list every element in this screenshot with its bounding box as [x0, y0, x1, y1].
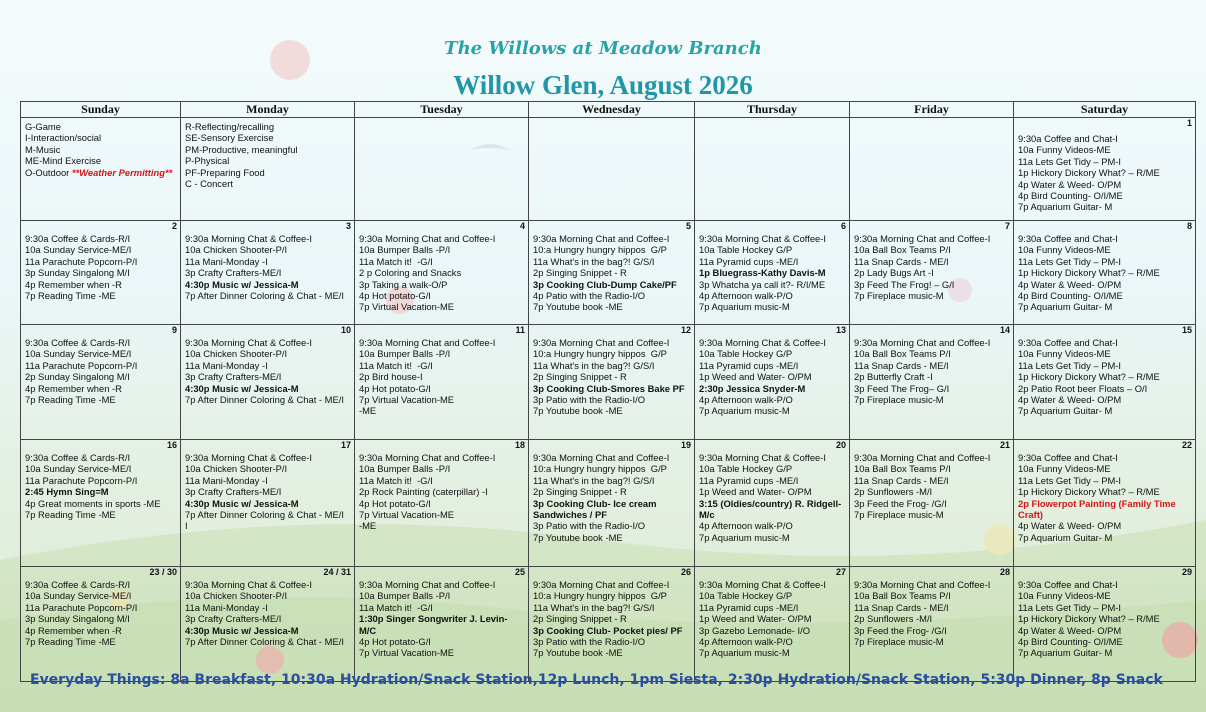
activity-item: 9:30a Morning Chat & Coffee-I: [185, 579, 312, 590]
day-cell: [21, 221, 181, 325]
activity-item: 7p Virtual Vacation-ME: [359, 301, 455, 313]
day-cell: [1014, 118, 1196, 221]
activity-item: 10a Chicken Shooter-P/I: [185, 244, 288, 256]
activity-item: 10a Table Hockey G/P: [699, 244, 793, 256]
activity-item: 4p Hot potato-G/I: [359, 497, 431, 509]
day-number: 19: [680, 440, 691, 450]
activity-item: 9:30a Morning Chat & Coffee-I: [699, 579, 826, 590]
activity-item: 2p Patio Root beer Floats – O/I: [1018, 382, 1148, 394]
activity-item: 7p Reading Time -ME: [25, 394, 116, 406]
activity-item: 7p Aquarium Guitar- M: [1018, 201, 1113, 213]
day-cell: [529, 221, 695, 325]
activity-item: 11a What's in the bag?! G/S/I: [533, 255, 655, 267]
activity-item: 3p Sunday Singalong M/I: [25, 267, 130, 279]
activity-item: 11a Lets Get Tidy – PM-I: [1018, 155, 1121, 167]
activity-item: 3p Crafty Crafters-ME/I: [185, 267, 282, 279]
activity-item: 10a Funny Videos-ME: [1018, 590, 1111, 602]
activity-item: 7p Fireplace music-M: [854, 290, 944, 302]
activity-item: 4p Water & Weed- O/PM: [1018, 178, 1122, 190]
activity-item: 3p Patio with the Radio-I/O: [533, 520, 646, 532]
activity-item: 10a Bumper Balls -P/I: [359, 244, 451, 256]
activity-item: 3p Whatcha ya call it?- R/I/ME: [699, 278, 826, 290]
activity-item: -ME: [359, 405, 377, 417]
activity-item: 9:30a Morning Chat and Coffee-I: [854, 337, 991, 348]
activity-item: 3p Crafty Crafters-ME/I: [185, 371, 282, 383]
activity-item: 10a Funny Videos-ME: [1018, 348, 1111, 360]
empty-day-cell: [695, 118, 850, 221]
day-number: 4: [519, 221, 525, 231]
activity-item: 9:30a Coffee & Cards-R/I: [25, 233, 131, 244]
activity-item: 7p After Dinner Coloring & Chat - ME/I: [185, 394, 344, 406]
day-cell: [850, 325, 1014, 440]
day-cell: [529, 567, 695, 682]
day-cell: [529, 440, 695, 567]
day-number: 13: [835, 325, 846, 335]
activity-item: 7p Youtube book -ME: [533, 647, 623, 659]
day-number: 1: [1186, 118, 1192, 128]
activity-item: 1p Hickory Dickory What? – R/ME: [1018, 371, 1160, 383]
week-row: [21, 221, 1196, 325]
activity-item: 1p Bluegrass-Kathy Davis-M: [699, 267, 826, 279]
activity-item: 10a Bumper Balls -P/I: [359, 348, 451, 360]
activity-item: 2p Rock Painting (caterpillar) -I: [359, 486, 488, 498]
activity-item: 3p Taking a walk-O/P: [359, 278, 448, 290]
activity-item: 4p Bird Counting- O/I/ME: [1018, 636, 1123, 648]
activity-item: 11a Match it! -G/I: [359, 601, 433, 613]
activity-item: 4p Remember when -R: [25, 624, 122, 636]
activity-item: 10:a Hungry hungry hippos G/P: [533, 463, 667, 475]
legend-item: M-Music: [25, 143, 61, 155]
day-number: 16: [166, 440, 177, 450]
activity-item: 11a Match it! -G/I: [359, 255, 433, 267]
day-number: 11: [515, 325, 525, 335]
legend-cell: [21, 118, 181, 221]
day-number: 29: [1181, 567, 1192, 577]
activity-item: 9:30a Coffee and Chat-I: [1018, 452, 1118, 463]
day-cell: [850, 440, 1014, 567]
activity-item: 4p Hot potato-G/I: [359, 290, 431, 302]
legend-item: [25, 167, 177, 178]
activity-item: 9:30a Morning Chat & Coffee-I: [699, 233, 826, 244]
activity-item: 3p Patio with the Radio-I/O: [533, 636, 646, 648]
day-cell: [695, 567, 850, 682]
day-number: 2: [171, 221, 177, 231]
activity-item: 4:30p Music w/ Jessica-M: [185, 382, 299, 394]
activity-item: 7p Aquarium Guitar- M: [1018, 301, 1113, 313]
day-cell: [181, 221, 355, 325]
activity-item: 9:30a Morning Chat & Coffee-I: [185, 337, 312, 348]
activity-item: 4p Remember when -R: [25, 278, 122, 290]
activity-item: 9:30a Morning Chat and Coffee-I: [533, 579, 670, 590]
activity-item: 11a Parachute Popcorn-P/I: [25, 255, 138, 267]
page-title: Willow Glen, August 2026: [453, 70, 753, 100]
empty-day-cell: [529, 118, 695, 221]
activity-item: 2 p Coloring and Snacks: [359, 267, 462, 279]
day-number: 14: [999, 325, 1010, 335]
activity-item: 10a Sunday Service-ME/I: [25, 590, 132, 602]
activity-item: 10a Sunday Service-ME/I: [25, 348, 132, 360]
activity-item: 9:30a Morning Chat and Coffee-I: [533, 337, 670, 348]
activity-item: 3p Feed the Frog- /G/I: [854, 497, 947, 509]
activity-item: 7p Fireplace music-M: [854, 636, 944, 648]
week-row: [21, 325, 1196, 440]
activity-item: 9:30a Morning Chat and Coffee-I: [854, 579, 991, 590]
activity-item: 7p After Dinner Coloring & Chat - ME/I: [185, 636, 344, 648]
activity-item: 9:30a Morning Chat & Coffee-I: [699, 337, 826, 348]
activity-item: 3p Crafty Crafters-ME/I: [185, 613, 282, 625]
day-cell: [695, 440, 850, 567]
activity-item: 7p Virtual Vacation-ME: [359, 394, 455, 406]
activity-item: 10a Table Hockey G/P: [699, 348, 793, 360]
day-cell: [1014, 221, 1196, 325]
weekday-header-row: [21, 102, 1196, 118]
empty-day-cell: [850, 118, 1014, 221]
activity-item: 4p Bird Counting- O/I/ME: [1018, 190, 1123, 202]
activity-item: I: [185, 520, 188, 532]
day-cell: [21, 325, 181, 440]
activity-item: 4p Afternoon walk-P/O: [699, 394, 793, 406]
activity-item: 11a Snap Cards - ME/I: [854, 255, 949, 267]
activity-item: 2p Bird house-I: [359, 371, 423, 383]
activity-item: 10a Ball Box Teams P/I: [854, 590, 951, 602]
activity-item: 1p Hickory Dickory What? – R/ME: [1018, 167, 1160, 179]
activity-item: 10a Bumper Balls -P/I: [359, 590, 451, 602]
activity-item: 4p Water & Weed- O/PM: [1018, 624, 1122, 636]
activity-item: 10a Table Hockey G/P: [699, 463, 793, 475]
activity-item: 10a Funny Videos-ME: [1018, 244, 1111, 256]
day-number: 23 / 30: [149, 567, 177, 577]
activity-item: 11a Match it! -G/I: [359, 359, 433, 371]
day-cell: [181, 440, 355, 567]
day-cell: [181, 567, 355, 682]
day-cell: [695, 221, 850, 325]
activity-item: 3p Feed The Frog– G/I: [854, 382, 950, 394]
day-number: 15: [1181, 325, 1192, 335]
week-row: [21, 567, 1196, 682]
activity-item: 11a What's in the bag?! G/S/I: [533, 359, 655, 371]
activity-item: 2p Lady Bugs Art -I: [854, 267, 934, 279]
activity-item: 9:30a Morning Chat and Coffee-I: [533, 452, 670, 463]
day-cell: [181, 325, 355, 440]
legend-outdoor: O-Outdoor: [25, 166, 72, 178]
weekday-header: Saturday: [1014, 102, 1196, 118]
day-cell: [355, 325, 529, 440]
activity-item: 7p Aquarium music-M: [699, 531, 790, 543]
day-number: 10: [340, 325, 351, 335]
activity-item: 11a Lets Get Tidy – PM-I: [1018, 474, 1121, 486]
weather-note: **Weather Permitting**: [71, 166, 173, 178]
activity-item: 3p Cooking Club-Smores Bake PF: [533, 382, 685, 394]
activity-item: 7p Fireplace music-M: [854, 509, 944, 521]
week-row: [21, 118, 1196, 221]
activity-item: 11a Mani-Monday -I: [185, 255, 268, 267]
activity-item: 9:30a Morning Chat & Coffee-I: [699, 452, 826, 463]
activity-item: 10:a Hungry hungry hippos G/P: [533, 590, 667, 602]
weekday-header: Monday: [181, 102, 355, 118]
activity-item: 1p Hickory Dickory What? – R/ME: [1018, 486, 1160, 498]
day-number: 6: [840, 221, 846, 231]
day-number: 5: [685, 221, 691, 231]
activity-item: 7p Aquarium music-M: [699, 647, 790, 659]
activity-item: 9:30a Coffee & Cards-R/I: [25, 452, 131, 463]
activity-item: -ME: [359, 520, 377, 532]
activity-item: 2p Singing Snippet - R: [533, 371, 627, 383]
day-cell: [1014, 325, 1196, 440]
activity-item: 4p Water & Weed- O/PM: [1018, 394, 1122, 406]
day-number: 25: [514, 567, 525, 577]
activity-item: 10a Chicken Shooter-P/I: [185, 463, 288, 475]
activity-item: 9:30a Morning Chat & Coffee-I: [185, 233, 312, 244]
activity-item: 10a Funny Videos-ME: [1018, 463, 1111, 475]
brand-logo: The Willows at Meadow Branch: [444, 38, 762, 59]
activity-item: 11a Lets Get Tidy – PM-I: [1018, 255, 1121, 267]
day-cell: [850, 567, 1014, 682]
legend-item: R-Reflecting/recalling: [185, 121, 275, 132]
day-number: 3: [345, 221, 351, 231]
activity-item: 2:30p Jessica Snyder-M: [699, 382, 806, 394]
activity-item: 1:30p Singer Songwriter J. Levin- M/C: [359, 613, 511, 636]
calendar-grid: [20, 101, 1196, 682]
activity-item: 1p Weed and Water- O/PM: [699, 486, 812, 498]
activity-item: 4p Hot potato-G/I: [359, 382, 431, 394]
week-row: [21, 440, 1196, 567]
activity-item: 7p After Dinner Coloring & Chat - ME/I: [185, 290, 344, 302]
day-cell: [355, 440, 529, 567]
empty-day-cell: [355, 118, 529, 221]
activity-item: 10:a Hungry hungry hippos G/P: [533, 244, 667, 256]
day-number: 7: [1004, 221, 1010, 231]
activity-item: 9:30a Coffee & Cards-R/I: [25, 337, 131, 348]
activity-item: 7p Fireplace music-M: [854, 394, 944, 406]
activity-item: 4p Remember when -R: [25, 382, 122, 394]
legend-item: SE-Sensory Exercise: [185, 132, 274, 144]
activity-item: 2p Singing Snippet - R: [533, 486, 627, 498]
legend-item: I-Interaction/social: [25, 132, 102, 144]
activity-item: 7p Youtube book -ME: [533, 405, 623, 417]
activity-item: 9:30a Coffee and Chat-I: [1018, 133, 1118, 144]
activity-item: 7p Youtube book -ME: [533, 301, 623, 313]
activity-item: 9:30a Coffee & Cards-R/I: [25, 579, 131, 590]
activity-item: 4p Great moments in sports -ME: [25, 497, 161, 509]
activity-item: 4p Afternoon walk-P/O: [699, 520, 793, 532]
legend-item: C - Concert: [185, 178, 233, 190]
weekday-header: Wednesday: [529, 102, 695, 118]
activity-item: 9:30a Morning Chat and Coffee-I: [854, 452, 991, 463]
day-cell: [695, 325, 850, 440]
legend-item: PF-Preparing Food: [185, 166, 265, 178]
activity-item: 3p Sunday Singalong M/I: [25, 613, 130, 625]
activity-item: 4p Patio with the Radio-I/O: [533, 290, 646, 302]
activity-item: 11a Pyramid cups -ME/I: [699, 255, 799, 267]
activity-item: 3p Feed The Frog! – G/I: [854, 278, 955, 290]
activity-item: 9:30a Morning Chat and Coffee-I: [359, 579, 496, 590]
activity-item: 2p Singing Snippet - R: [533, 613, 627, 625]
activity-item: 10a Ball Box Teams P/I: [854, 348, 951, 360]
activity-item: 11a Lets Get Tidy – PM-I: [1018, 359, 1121, 371]
activity-item: 9:30a Morning Chat and Coffee-I: [359, 452, 496, 463]
activity-item: 9:30a Morning Chat and Coffee-I: [533, 233, 670, 244]
activity-item: 7p Aquarium Guitar- M: [1018, 405, 1113, 417]
activity-item: 3p Gazebo Lemonade- I/O: [699, 624, 811, 636]
activity-item: 10a Ball Box Teams P/I: [854, 244, 951, 256]
activity-item: 3p Feed the Frog- /G/I: [854, 624, 947, 636]
legend-cell: [181, 118, 355, 221]
day-cell: [850, 221, 1014, 325]
day-number: 27: [835, 567, 846, 577]
legend-item: G-Game: [25, 121, 61, 132]
day-number: 18: [514, 440, 525, 450]
activity-item: 3p Cooking Club-Dump Cake/PF: [533, 278, 677, 290]
activity-item: 11a Snap Cards - ME/I: [854, 474, 949, 486]
activity-item: 10a Sunday Service-ME/I: [25, 463, 132, 475]
activity-item: 3p Cooking Club- Ice cream Sandwiches / PF: [533, 497, 660, 521]
activity-item: 7p Aquarium Guitar- M: [1018, 647, 1113, 659]
activity-item: 3p Cooking Club- Pocket pies/ PF: [533, 624, 683, 636]
activity-item: 4:30p Music w/ Jessica-M: [185, 624, 299, 636]
activity-item: 2p Sunday Singalong M/I: [25, 371, 130, 383]
activity-item: 11a What's in the bag?! G/S/I: [533, 601, 655, 613]
activity-item: 7p Virtual Vacation-ME: [359, 647, 455, 659]
activity-item: 10a Table Hockey G/P: [699, 590, 793, 602]
activity-item: 7p Reading Time -ME: [25, 636, 116, 648]
legend-item: P-Physical: [185, 155, 230, 167]
activity-item: 11a Parachute Popcorn-P/I: [25, 601, 138, 613]
day-number: 26: [680, 567, 691, 577]
activity-item: 3p Crafty Crafters-ME/I: [185, 486, 282, 498]
weekday-header: Friday: [850, 102, 1014, 118]
day-number: 22: [1181, 440, 1192, 450]
activity-item: 7p Reading Time -ME: [25, 509, 116, 521]
activity-item: 10a Bumper Balls -P/I: [359, 463, 451, 475]
activity-item: 3p Patio with the Radio-I/O: [533, 394, 646, 406]
activity-item: 4:30p Music w/ Jessica-M: [185, 278, 299, 290]
activity-item: 11a Match it! -G/I: [359, 474, 433, 486]
activity-item: 9:30a Morning Chat & Coffee-I: [185, 452, 312, 463]
activity-item: 11a Pyramid cups -ME/I: [699, 474, 799, 486]
activity-item: 1p Weed and Water- O/PM: [699, 371, 812, 383]
activity-item: 10a Sunday Service-ME/I: [25, 244, 132, 256]
everyday-things-footer: Everyday Things: 8a Breakfast, 10:30a Hydration/Snack Station,12p Lunch, 1pm Siesta, 2:30p Hydration/Snack Station, 5:30p Dinner, 8p Snack: [30, 672, 1163, 688]
day-cell: [355, 567, 529, 682]
day-number: 20: [835, 440, 846, 450]
day-cell: [21, 567, 181, 682]
activity-item: 9:30a Coffee and Chat-I: [1018, 337, 1118, 348]
activity-item: 2p Sunflowers -M/I: [854, 613, 933, 625]
day-cell: [1014, 440, 1196, 567]
legend-item: ME-Mind Exercise: [25, 155, 102, 167]
activity-item: 11a What's in the bag?! G/S/I: [533, 474, 655, 486]
activity-item: 11a Mani-Monday -I: [185, 359, 268, 371]
activity-item: 1p Weed and Water- O/PM: [699, 613, 812, 625]
activity-item: 9:30a Morning Chat and Coffee-I: [359, 233, 496, 244]
day-cell: [1014, 567, 1196, 682]
activity-item: 11a Snap Cards - ME/I: [854, 601, 949, 613]
activity-item: 2p Sunflowers -M/I: [854, 486, 933, 498]
activity-item: 11a Parachute Popcorn-P/I: [25, 474, 138, 486]
weekday-header: Tuesday: [355, 102, 529, 118]
activity-item: 11a Parachute Popcorn-P/I: [25, 359, 138, 371]
day-number: 24 / 31: [323, 567, 351, 577]
activity-item: 4p Bird Counting- O/I/ME: [1018, 290, 1123, 302]
day-number: 8: [1186, 221, 1192, 231]
day-cell: [21, 440, 181, 567]
activity-item: 7p After Dinner Coloring & Chat - ME/I: [185, 509, 344, 521]
activity-item: 1p Hickory Dickory What? – R/ME: [1018, 613, 1160, 625]
activity-item: 4p Afternoon walk-P/O: [699, 636, 793, 648]
day-cell: [355, 221, 529, 325]
activity-item: 10a Funny Videos-ME: [1018, 144, 1111, 156]
activity-item: 11a Mani-Monday -I: [185, 601, 268, 613]
legend-item: PM-Productive, meaningful: [185, 143, 298, 155]
activity-item: 7p Reading Time -ME: [25, 290, 116, 302]
activity-item: 10a Chicken Shooter-P/I: [185, 590, 288, 602]
activity-item: 9:30a Morning Chat and Coffee-I: [854, 233, 991, 244]
activity-item: 9:30a Morning Chat and Coffee-I: [359, 337, 496, 348]
activity-item: 10a Chicken Shooter-P/I: [185, 348, 288, 360]
activity-item: 4:30p Music w/ Jessica-M: [185, 497, 299, 509]
activity-item: 7p Aquarium music-M: [699, 405, 790, 417]
activity-item: 11a Pyramid cups -ME/I: [699, 359, 799, 371]
activity-item: 10a Ball Box Teams P/I: [854, 463, 951, 475]
activity-item: 7p Aquarium music-M: [699, 301, 790, 313]
day-number: 21: [999, 440, 1010, 450]
day-cell: [529, 325, 695, 440]
activity-item: 4p Afternoon walk-P/O: [699, 290, 793, 302]
activity-item: 7p Virtual Vacation-ME: [359, 509, 455, 521]
day-number: 9: [171, 325, 177, 335]
activity-item: 1p Hickory Dickory What? – R/ME: [1018, 267, 1160, 279]
activity-item: 7p Youtube book -ME: [533, 531, 623, 543]
activity-item: 2:45 Hymn Sing=M: [25, 486, 109, 498]
activity-item: 9:30a Coffee and Chat-I: [1018, 233, 1118, 244]
weekday-header: Thursday: [695, 102, 850, 118]
activity-item: 9:30a Coffee and Chat-I: [1018, 579, 1118, 590]
activity-item: 2p Flowerpot Painting (Family Time Craft): [1018, 497, 1179, 521]
activity-item: 11a Mani-Monday -I: [185, 474, 268, 486]
activity-item: 4p Water & Weed- O/PM: [1018, 520, 1122, 532]
day-number: 28: [999, 567, 1010, 577]
activity-item: 7p Aquarium Guitar- M: [1018, 531, 1113, 543]
activity-item: 4p Water & Weed- O/PM: [1018, 278, 1122, 290]
activity-item: 2p Butterfly Craft -I: [854, 371, 933, 383]
activity-item: 11a Pyramid cups -ME/I: [699, 601, 799, 613]
day-number: 12: [680, 325, 691, 335]
activity-item: 11a Snap Cards - ME/I: [854, 359, 949, 371]
activity-item: 11a Lets Get Tidy – PM-I: [1018, 601, 1121, 613]
weekday-header: Sunday: [21, 102, 181, 118]
activity-item: 2p Singing Snippet - R: [533, 267, 627, 279]
activity-item: 4p Hot potato-G/I: [359, 636, 431, 648]
activity-item: 3:15 (Oldies/country) R. Ridgell-M/c: [699, 497, 842, 521]
day-number: 17: [340, 440, 351, 450]
activity-item: 10:a Hungry hungry hippos G/P: [533, 348, 667, 360]
